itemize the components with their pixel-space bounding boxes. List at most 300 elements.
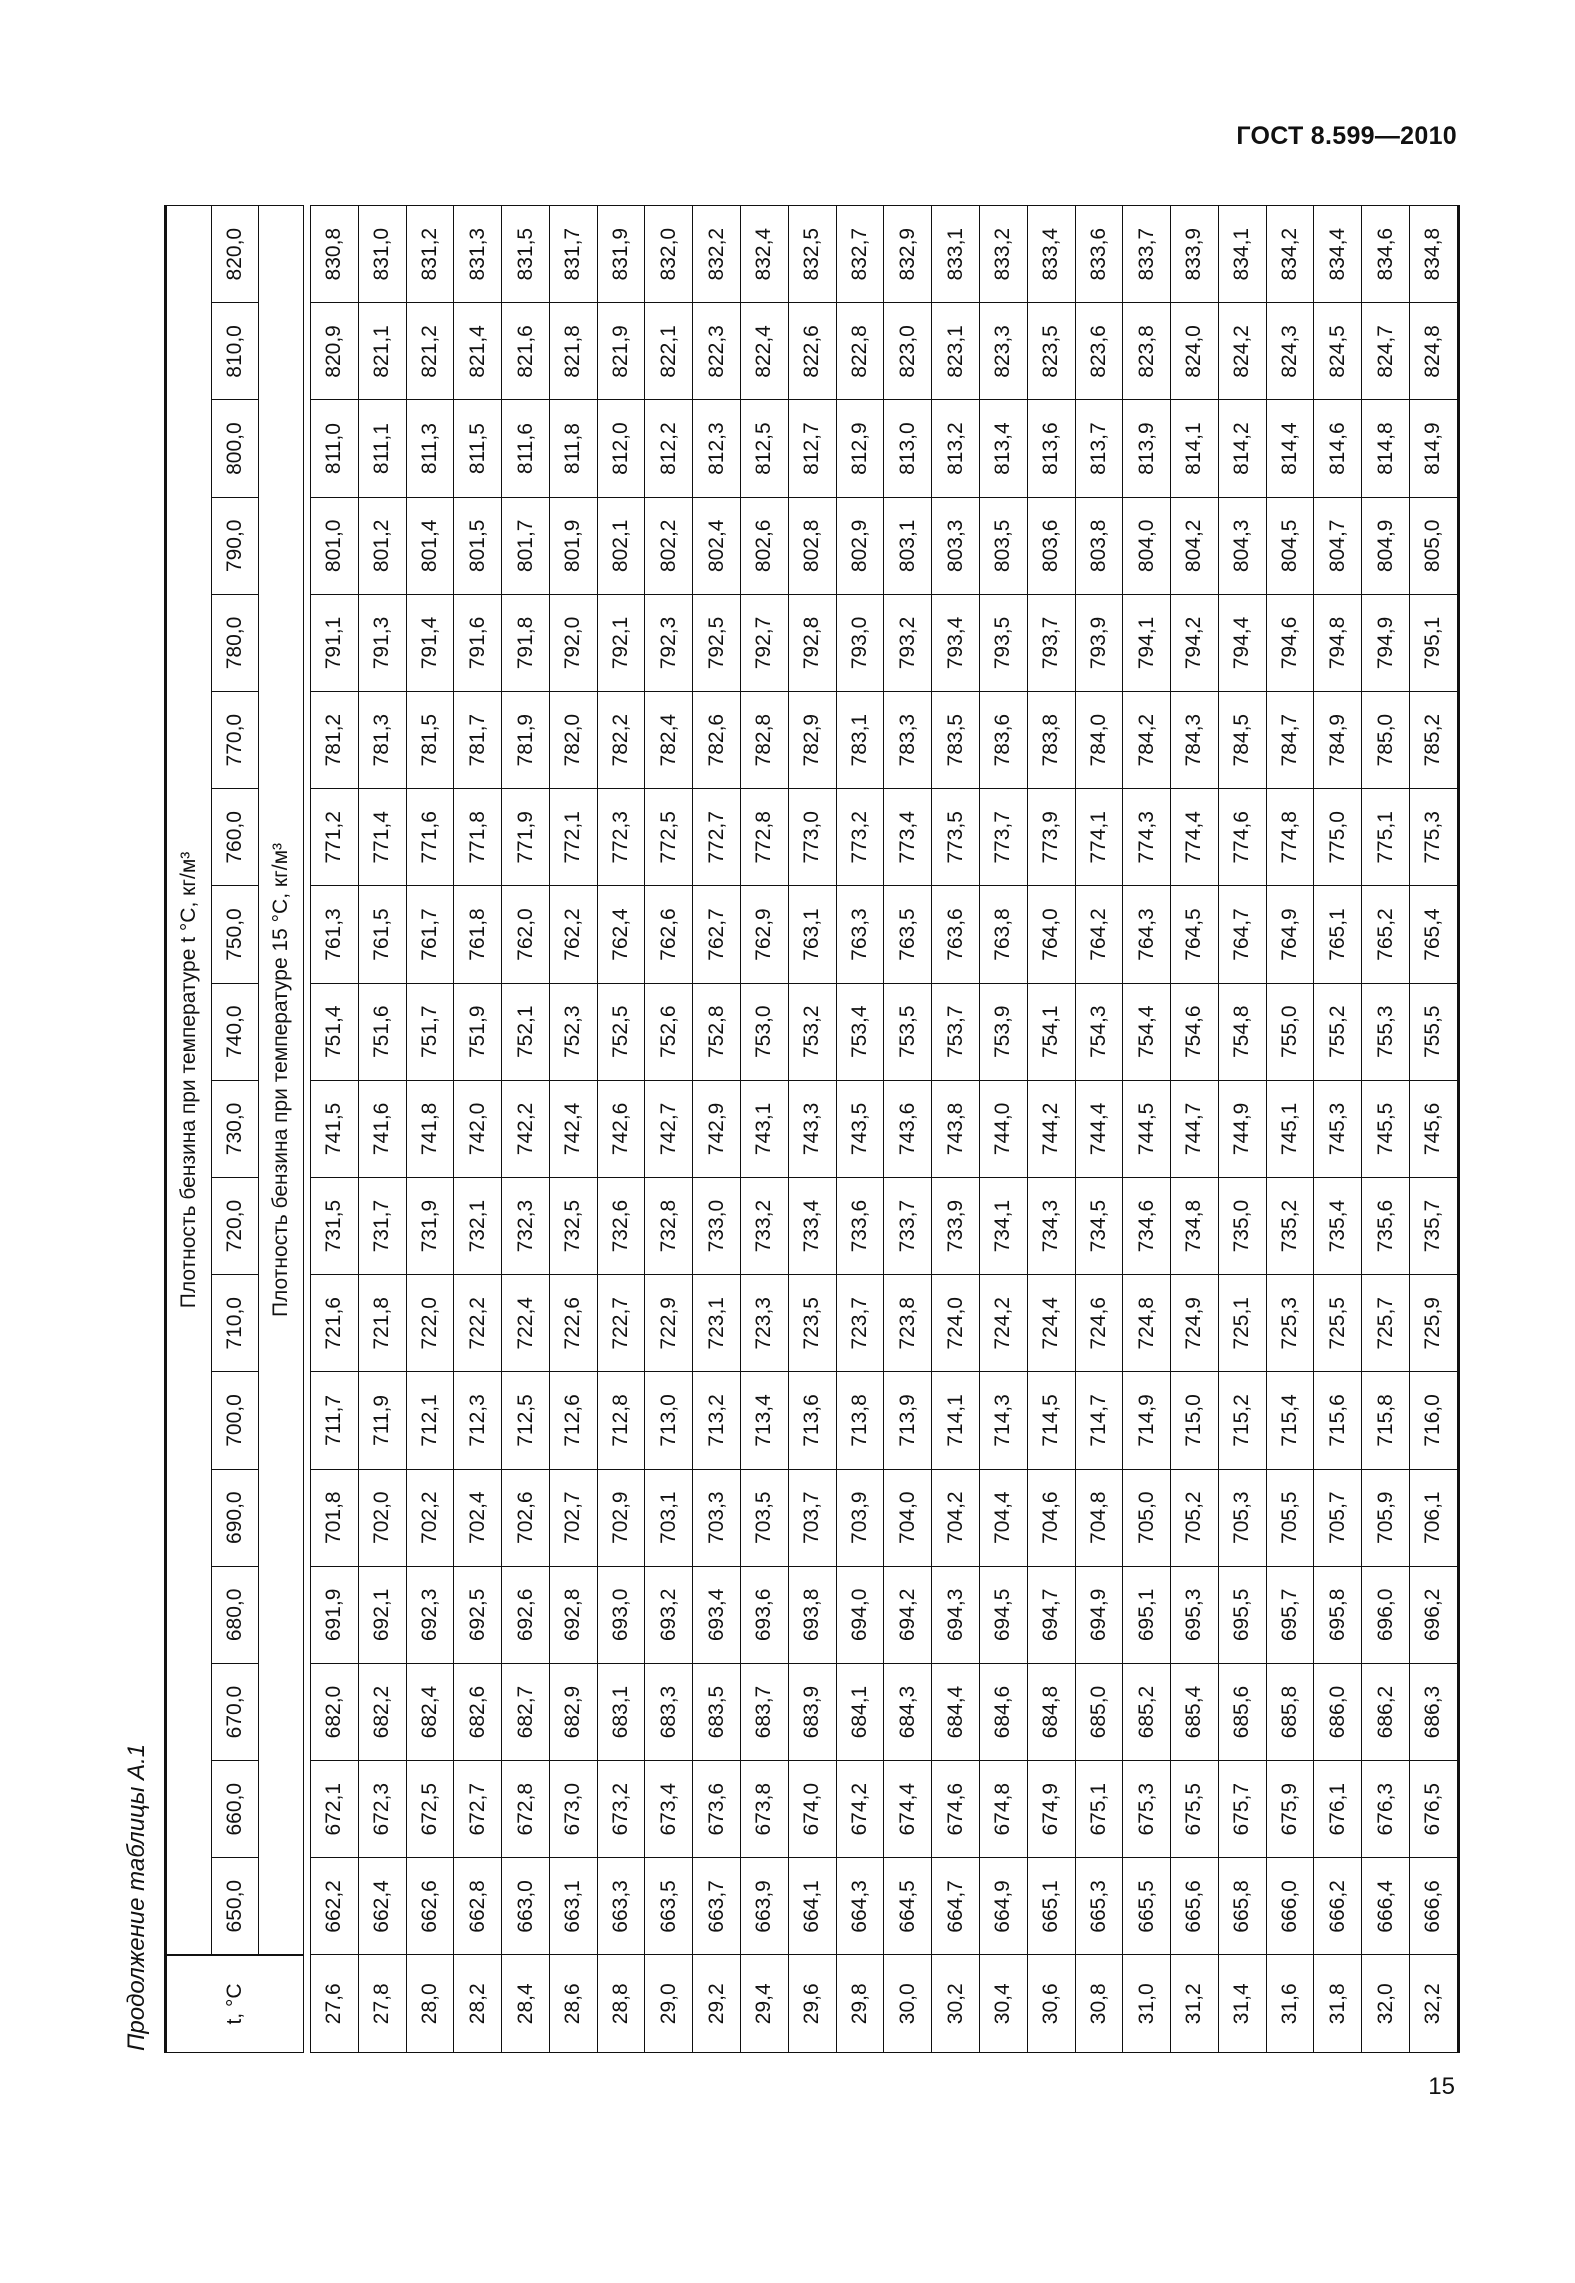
density-column-header: 720,0 xyxy=(212,1178,259,1275)
temperature-cell: 31,8 xyxy=(1314,1955,1362,2053)
density-cell: 675,9 xyxy=(1266,1761,1314,1858)
table-row xyxy=(358,206,406,2053)
density-cell: 804,0 xyxy=(1123,497,1171,594)
density-cell: 814,1 xyxy=(1171,400,1219,497)
density-cell: 762,0 xyxy=(502,886,550,983)
density-cell: 685,8 xyxy=(1266,1663,1314,1760)
density-cell: 714,9 xyxy=(1123,1372,1171,1469)
density-cell: 742,9 xyxy=(693,1080,741,1177)
density-cell: 682,9 xyxy=(549,1663,597,1760)
density-cell: 775,3 xyxy=(1409,789,1458,886)
density-cell: 745,5 xyxy=(1362,1080,1410,1177)
density-cell: 792,1 xyxy=(597,594,645,691)
t-column-header xyxy=(166,1955,304,2053)
density-cell: 821,8 xyxy=(549,303,597,400)
density-cell: 694,5 xyxy=(979,1566,1027,1663)
density-cell: 804,9 xyxy=(1362,497,1410,594)
density-cell: 715,0 xyxy=(1171,1372,1219,1469)
density-cell: 712,6 xyxy=(549,1372,597,1469)
density-cell: 802,8 xyxy=(788,497,836,594)
density-cell: 703,5 xyxy=(741,1469,789,1566)
density-cell: 762,9 xyxy=(741,886,789,983)
table-row xyxy=(1123,206,1171,2053)
density-cell: 666,0 xyxy=(1266,1858,1314,1955)
density-cell: 802,9 xyxy=(836,497,884,594)
temperature-cell: 30,8 xyxy=(1075,1955,1123,2053)
density-cell: 802,1 xyxy=(597,497,645,594)
density-cell: 812,5 xyxy=(741,400,789,497)
density-cell: 804,2 xyxy=(1171,497,1219,594)
density-cell: 696,0 xyxy=(1362,1566,1410,1663)
density-cell: 794,1 xyxy=(1123,594,1171,691)
density-cell: 724,8 xyxy=(1123,1275,1171,1372)
table-row xyxy=(1362,206,1410,2053)
density-column-header: 680,0 xyxy=(212,1566,259,1663)
density-cell: 663,3 xyxy=(597,1858,645,1955)
density-cell: 743,8 xyxy=(932,1080,980,1177)
density-cell: 765,1 xyxy=(1314,886,1362,983)
density-cell: 794,6 xyxy=(1266,594,1314,691)
density-cell: 675,7 xyxy=(1218,1761,1266,1858)
density-cell: 823,6 xyxy=(1075,303,1123,400)
density-cell: 683,5 xyxy=(693,1663,741,1760)
density-column-header: 770,0 xyxy=(212,692,259,789)
density-cell: 813,2 xyxy=(932,400,980,497)
density-cell: 771,6 xyxy=(406,789,454,886)
density-cell: 723,8 xyxy=(884,1275,932,1372)
density-cell: 712,3 xyxy=(454,1372,502,1469)
density-cell: 794,9 xyxy=(1362,594,1410,691)
density-cell: 812,7 xyxy=(788,400,836,497)
density-cell: 824,5 xyxy=(1314,303,1362,400)
density-cell: 801,5 xyxy=(454,497,502,594)
density-cell: 801,4 xyxy=(406,497,454,594)
density-column-header: 670,0 xyxy=(212,1663,259,1760)
density-cell: 693,0 xyxy=(597,1566,645,1663)
table-row xyxy=(406,206,454,2053)
density-cell: 662,4 xyxy=(358,1858,406,1955)
density-cell: 764,5 xyxy=(1171,886,1219,983)
density-cell: 663,5 xyxy=(645,1858,693,1955)
density-cell: 686,3 xyxy=(1409,1663,1458,1760)
density-cell: 755,3 xyxy=(1362,983,1410,1080)
density-cell: 702,4 xyxy=(454,1469,502,1566)
density-cell: 833,4 xyxy=(1027,206,1075,303)
table-row xyxy=(693,206,741,2053)
density-cell: 831,9 xyxy=(597,206,645,303)
density-cell: 723,1 xyxy=(693,1275,741,1372)
density-cell: 763,8 xyxy=(979,886,1027,983)
density-cell: 724,0 xyxy=(932,1275,980,1372)
density-cell: 803,3 xyxy=(932,497,980,594)
density-cell: 754,4 xyxy=(1123,983,1171,1080)
table-row xyxy=(979,206,1027,2053)
density-cell: 783,8 xyxy=(1027,692,1075,789)
density-cell: 703,9 xyxy=(836,1469,884,1566)
density-cell: 683,7 xyxy=(741,1663,789,1760)
density-column-header: 780,0 xyxy=(212,594,259,691)
density-cell: 801,2 xyxy=(358,497,406,594)
density-cell: 824,3 xyxy=(1266,303,1314,400)
temperature-cell: 28,2 xyxy=(454,1955,502,2053)
density-cell: 714,1 xyxy=(932,1372,980,1469)
density-cell: 673,8 xyxy=(741,1761,789,1858)
density-cell: 821,2 xyxy=(406,303,454,400)
density-cell: 704,4 xyxy=(979,1469,1027,1566)
density-cell: 715,6 xyxy=(1314,1372,1362,1469)
table-row xyxy=(502,206,550,2053)
density-cell: 712,5 xyxy=(502,1372,550,1469)
density-cell: 732,8 xyxy=(645,1178,693,1275)
density-cell: 682,7 xyxy=(502,1663,550,1760)
density-cell: 814,9 xyxy=(1409,400,1458,497)
table-row xyxy=(311,206,359,2053)
density-cell: 755,2 xyxy=(1314,983,1362,1080)
density-cell: 741,8 xyxy=(406,1080,454,1177)
density-cell: 702,0 xyxy=(358,1469,406,1566)
density-cell: 824,7 xyxy=(1362,303,1410,400)
density-cell: 832,0 xyxy=(645,206,693,303)
density-cell: 761,8 xyxy=(454,886,502,983)
table-row xyxy=(741,206,789,2053)
density-cell: 692,3 xyxy=(406,1566,454,1663)
density-cell: 702,6 xyxy=(502,1469,550,1566)
density-cell: 675,1 xyxy=(1075,1761,1123,1858)
density-cell: 782,8 xyxy=(741,692,789,789)
density-cell: 792,0 xyxy=(549,594,597,691)
density-cell: 834,8 xyxy=(1409,206,1458,303)
density-cell: 793,4 xyxy=(932,594,980,691)
density-cell: 672,1 xyxy=(311,1761,359,1858)
density-table xyxy=(164,205,1460,2053)
density-cell: 814,4 xyxy=(1266,400,1314,497)
density-cell: 684,4 xyxy=(932,1663,980,1760)
density-cell: 752,1 xyxy=(502,983,550,1080)
density-cell: 692,8 xyxy=(549,1566,597,1663)
density-cell: 733,0 xyxy=(693,1178,741,1275)
density-cell: 751,4 xyxy=(311,983,359,1080)
density-cell: 731,7 xyxy=(358,1178,406,1275)
density-cell: 774,8 xyxy=(1266,789,1314,886)
density-cell: 684,1 xyxy=(836,1663,884,1760)
density-cell: 714,3 xyxy=(979,1372,1027,1469)
density-cell: 791,6 xyxy=(454,594,502,691)
density-column-header: 790,0 xyxy=(212,497,259,594)
density-cell: 833,6 xyxy=(1075,206,1123,303)
density-cell: 765,4 xyxy=(1409,886,1458,983)
density-cell: 724,6 xyxy=(1075,1275,1123,1372)
density-cell: 701,8 xyxy=(311,1469,359,1566)
density-cell: 663,7 xyxy=(693,1858,741,1955)
density-cell: 754,3 xyxy=(1075,983,1123,1080)
density-cell: 771,8 xyxy=(454,789,502,886)
density-cell: 754,1 xyxy=(1027,983,1075,1080)
density-cell: 716,0 xyxy=(1409,1372,1458,1469)
density-cell: 741,5 xyxy=(311,1080,359,1177)
density-column-header: 710,0 xyxy=(212,1275,259,1372)
density-cell: 792,7 xyxy=(741,594,789,691)
density-cell: 783,6 xyxy=(979,692,1027,789)
density-cell: 783,3 xyxy=(884,692,932,789)
density-cell: 752,6 xyxy=(645,983,693,1080)
density-cell: 831,7 xyxy=(549,206,597,303)
table-row xyxy=(1218,206,1266,2053)
density-cell: 793,7 xyxy=(1027,594,1075,691)
density-cell: 833,9 xyxy=(1171,206,1219,303)
density-cell: 824,2 xyxy=(1218,303,1266,400)
density-cell: 771,4 xyxy=(358,789,406,886)
density-cell: 802,4 xyxy=(693,497,741,594)
density-cell: 833,1 xyxy=(932,206,980,303)
density-cell: 714,7 xyxy=(1075,1372,1123,1469)
density-column-header: 760,0 xyxy=(212,789,259,886)
density-cell: 722,6 xyxy=(549,1275,597,1372)
density-cell: 801,7 xyxy=(502,497,550,594)
temperature-cell: 27,8 xyxy=(358,1955,406,2053)
density-cell: 742,7 xyxy=(645,1080,693,1177)
density-cell: 792,5 xyxy=(693,594,741,691)
density-cell: 763,1 xyxy=(788,886,836,983)
density-cell: 684,8 xyxy=(1027,1663,1075,1760)
table-caption: Продолжение таблицы А.1 xyxy=(123,1743,150,2051)
density-cell: 703,7 xyxy=(788,1469,836,1566)
density-cell: 702,7 xyxy=(549,1469,597,1566)
temperature-cell: 28,8 xyxy=(597,1955,645,2053)
density-cell: 761,7 xyxy=(406,886,454,983)
density-cell: 713,0 xyxy=(645,1372,693,1469)
density-cell: 682,2 xyxy=(358,1663,406,1760)
temperature-cell: 29,6 xyxy=(788,1955,836,2053)
density-cell: 733,7 xyxy=(884,1178,932,1275)
density-cell: 792,3 xyxy=(645,594,693,691)
density-cell: 772,5 xyxy=(645,789,693,886)
density-cell: 755,5 xyxy=(1409,983,1458,1080)
density-cell: 663,0 xyxy=(502,1858,550,1955)
table-row xyxy=(1171,206,1219,2053)
density-cell: 754,8 xyxy=(1218,983,1266,1080)
density-cell: 705,2 xyxy=(1171,1469,1219,1566)
density-cell: 672,7 xyxy=(454,1761,502,1858)
density-cell: 666,6 xyxy=(1409,1858,1458,1955)
density-cell: 722,9 xyxy=(645,1275,693,1372)
density-cell: 812,9 xyxy=(836,400,884,497)
density-cell: 782,4 xyxy=(645,692,693,789)
density-column-header: 660,0 xyxy=(212,1761,259,1858)
density-cell: 834,6 xyxy=(1362,206,1410,303)
density-cell: 704,2 xyxy=(932,1469,980,1566)
density-cell: 664,1 xyxy=(788,1858,836,1955)
table-row xyxy=(645,206,693,2053)
density-cell: 811,8 xyxy=(549,400,597,497)
density-cell: 674,6 xyxy=(932,1761,980,1858)
density-cell: 682,6 xyxy=(454,1663,502,1760)
density-cell: 773,0 xyxy=(788,789,836,886)
density-cell: 712,8 xyxy=(597,1372,645,1469)
density-cell: 673,6 xyxy=(693,1761,741,1858)
density-cell: 753,4 xyxy=(836,983,884,1080)
density-cell: 784,5 xyxy=(1218,692,1266,789)
density-cell: 781,7 xyxy=(454,692,502,789)
density-cell: 761,5 xyxy=(358,886,406,983)
density-cell: 665,8 xyxy=(1218,1858,1266,1955)
density-cell: 831,0 xyxy=(358,206,406,303)
page-number: 15 xyxy=(1428,2073,1455,2100)
density-cell: 764,0 xyxy=(1027,886,1075,983)
density-cell: 742,0 xyxy=(454,1080,502,1177)
density-cell: 773,7 xyxy=(979,789,1027,886)
density-cell: 715,4 xyxy=(1266,1372,1314,1469)
density-cell: 732,1 xyxy=(454,1178,502,1275)
density-cell: 694,2 xyxy=(884,1566,932,1663)
density-cell: 693,2 xyxy=(645,1566,693,1663)
density-cell: 784,9 xyxy=(1314,692,1362,789)
density-cell: 805,0 xyxy=(1409,497,1458,594)
density-cell: 781,3 xyxy=(358,692,406,789)
density-cell: 703,1 xyxy=(645,1469,693,1566)
density-cell: 662,2 xyxy=(311,1858,359,1955)
density-cell: 734,1 xyxy=(979,1178,1027,1275)
density-cell: 665,1 xyxy=(1027,1858,1075,1955)
density-cell: 674,0 xyxy=(788,1761,836,1858)
density-cell: 811,3 xyxy=(406,400,454,497)
density-cell: 713,9 xyxy=(884,1372,932,1469)
density-cell: 725,5 xyxy=(1314,1275,1362,1372)
density-cell: 745,6 xyxy=(1409,1080,1458,1177)
density-cell: 735,6 xyxy=(1362,1178,1410,1275)
density-cell: 764,2 xyxy=(1075,886,1123,983)
density-cell: 732,3 xyxy=(502,1178,550,1275)
density-cell: 704,0 xyxy=(884,1469,932,1566)
table-row xyxy=(1075,206,1123,2053)
density-cell: 821,9 xyxy=(597,303,645,400)
density-cell: 721,6 xyxy=(311,1275,359,1372)
density-cell: 783,5 xyxy=(932,692,980,789)
density-cell: 753,0 xyxy=(741,983,789,1080)
density-cell: 793,2 xyxy=(884,594,932,691)
temperature-cell: 28,0 xyxy=(406,1955,454,2053)
density-cell: 764,3 xyxy=(1123,886,1171,983)
density-cell: 762,6 xyxy=(645,886,693,983)
density-cell: 666,4 xyxy=(1362,1858,1410,1955)
density-cell: 753,9 xyxy=(979,983,1027,1080)
density-cell: 662,6 xyxy=(406,1858,454,1955)
density-cell: 733,6 xyxy=(836,1178,884,1275)
density-cell: 702,9 xyxy=(597,1469,645,1566)
density-cell: 831,5 xyxy=(502,206,550,303)
density-cell: 672,5 xyxy=(406,1761,454,1858)
density-cell: 711,9 xyxy=(358,1372,406,1469)
density-cell: 705,5 xyxy=(1266,1469,1314,1566)
density-cell: 814,8 xyxy=(1362,400,1410,497)
density-cell: 752,5 xyxy=(597,983,645,1080)
temperature-cell: 28,4 xyxy=(502,1955,550,2053)
density-cell: 813,0 xyxy=(884,400,932,497)
density-cell: 772,7 xyxy=(693,789,741,886)
density-cell: 712,1 xyxy=(406,1372,454,1469)
temperature-cell: 32,0 xyxy=(1362,1955,1410,2053)
density-cell: 775,0 xyxy=(1314,789,1362,886)
density-cell: 724,9 xyxy=(1171,1275,1219,1372)
table-row xyxy=(836,206,884,2053)
temperature-cell: 30,6 xyxy=(1027,1955,1075,2053)
density-cell: 695,7 xyxy=(1266,1566,1314,1663)
density-cell: 704,6 xyxy=(1027,1469,1075,1566)
density-cell: 793,9 xyxy=(1075,594,1123,691)
density-cell: 742,2 xyxy=(502,1080,550,1177)
t-header-label: t, °С xyxy=(223,1983,246,2025)
density-cell: 753,7 xyxy=(932,983,980,1080)
density-cell: 832,7 xyxy=(836,206,884,303)
density-cell: 693,4 xyxy=(693,1566,741,1663)
density-cell: 773,5 xyxy=(932,789,980,886)
density-cell: 694,7 xyxy=(1027,1566,1075,1663)
density-cell: 676,3 xyxy=(1362,1761,1410,1858)
density-cell: 782,6 xyxy=(693,692,741,789)
density-cell: 830,8 xyxy=(311,206,359,303)
density-cell: 673,4 xyxy=(645,1761,693,1858)
density-cell: 753,2 xyxy=(788,983,836,1080)
density-cell: 731,9 xyxy=(406,1178,454,1275)
density-cell: 784,2 xyxy=(1123,692,1171,789)
density-cell: 703,3 xyxy=(693,1469,741,1566)
density-cell: 725,7 xyxy=(1362,1275,1410,1372)
density-cell: 834,2 xyxy=(1266,206,1314,303)
density-cell: 714,5 xyxy=(1027,1372,1075,1469)
density-cell: 833,2 xyxy=(979,206,1027,303)
density-cell: 724,4 xyxy=(1027,1275,1075,1372)
density-cell: 694,9 xyxy=(1075,1566,1123,1663)
density-cell: 685,2 xyxy=(1123,1663,1171,1760)
density-cell: 751,9 xyxy=(454,983,502,1080)
density-cell: 762,2 xyxy=(549,886,597,983)
density-header-row xyxy=(212,206,259,2053)
density-cell: 823,8 xyxy=(1123,303,1171,400)
density-cell: 684,3 xyxy=(884,1663,932,1760)
density-cell: 732,6 xyxy=(597,1178,645,1275)
density-column-header: 750,0 xyxy=(212,886,259,983)
density-cell: 733,4 xyxy=(788,1178,836,1275)
density-column-header: 700,0 xyxy=(212,1372,259,1469)
density-cell: 745,1 xyxy=(1266,1080,1314,1177)
density-cell: 772,3 xyxy=(597,789,645,886)
density-cell: 834,1 xyxy=(1218,206,1266,303)
density-cell: 692,5 xyxy=(454,1566,502,1663)
table-row xyxy=(1266,206,1314,2053)
density-cell: 803,8 xyxy=(1075,497,1123,594)
density-cell: 723,5 xyxy=(788,1275,836,1372)
density-cell: 694,0 xyxy=(836,1566,884,1663)
density-cell: 781,5 xyxy=(406,692,454,789)
density-cell: 694,3 xyxy=(932,1566,980,1663)
density-cell: 803,6 xyxy=(1027,497,1075,594)
density-cell: 735,4 xyxy=(1314,1178,1362,1275)
density-cell: 693,6 xyxy=(741,1566,789,1663)
density-cell: 662,8 xyxy=(454,1858,502,1955)
density-cell: 691,9 xyxy=(311,1566,359,1663)
density-cell: 833,7 xyxy=(1123,206,1171,303)
density-cell: 772,8 xyxy=(741,789,789,886)
density-cell: 685,4 xyxy=(1171,1663,1219,1760)
density-cell: 683,3 xyxy=(645,1663,693,1760)
density-cell: 755,0 xyxy=(1266,983,1314,1080)
density-cell: 751,6 xyxy=(358,983,406,1080)
density-cell: 775,1 xyxy=(1362,789,1410,886)
density-cell: 722,4 xyxy=(502,1275,550,1372)
density-cell: 705,9 xyxy=(1362,1469,1410,1566)
density-cell: 693,8 xyxy=(788,1566,836,1663)
density-cell: 713,2 xyxy=(693,1372,741,1469)
density-cell: 765,2 xyxy=(1362,886,1410,983)
